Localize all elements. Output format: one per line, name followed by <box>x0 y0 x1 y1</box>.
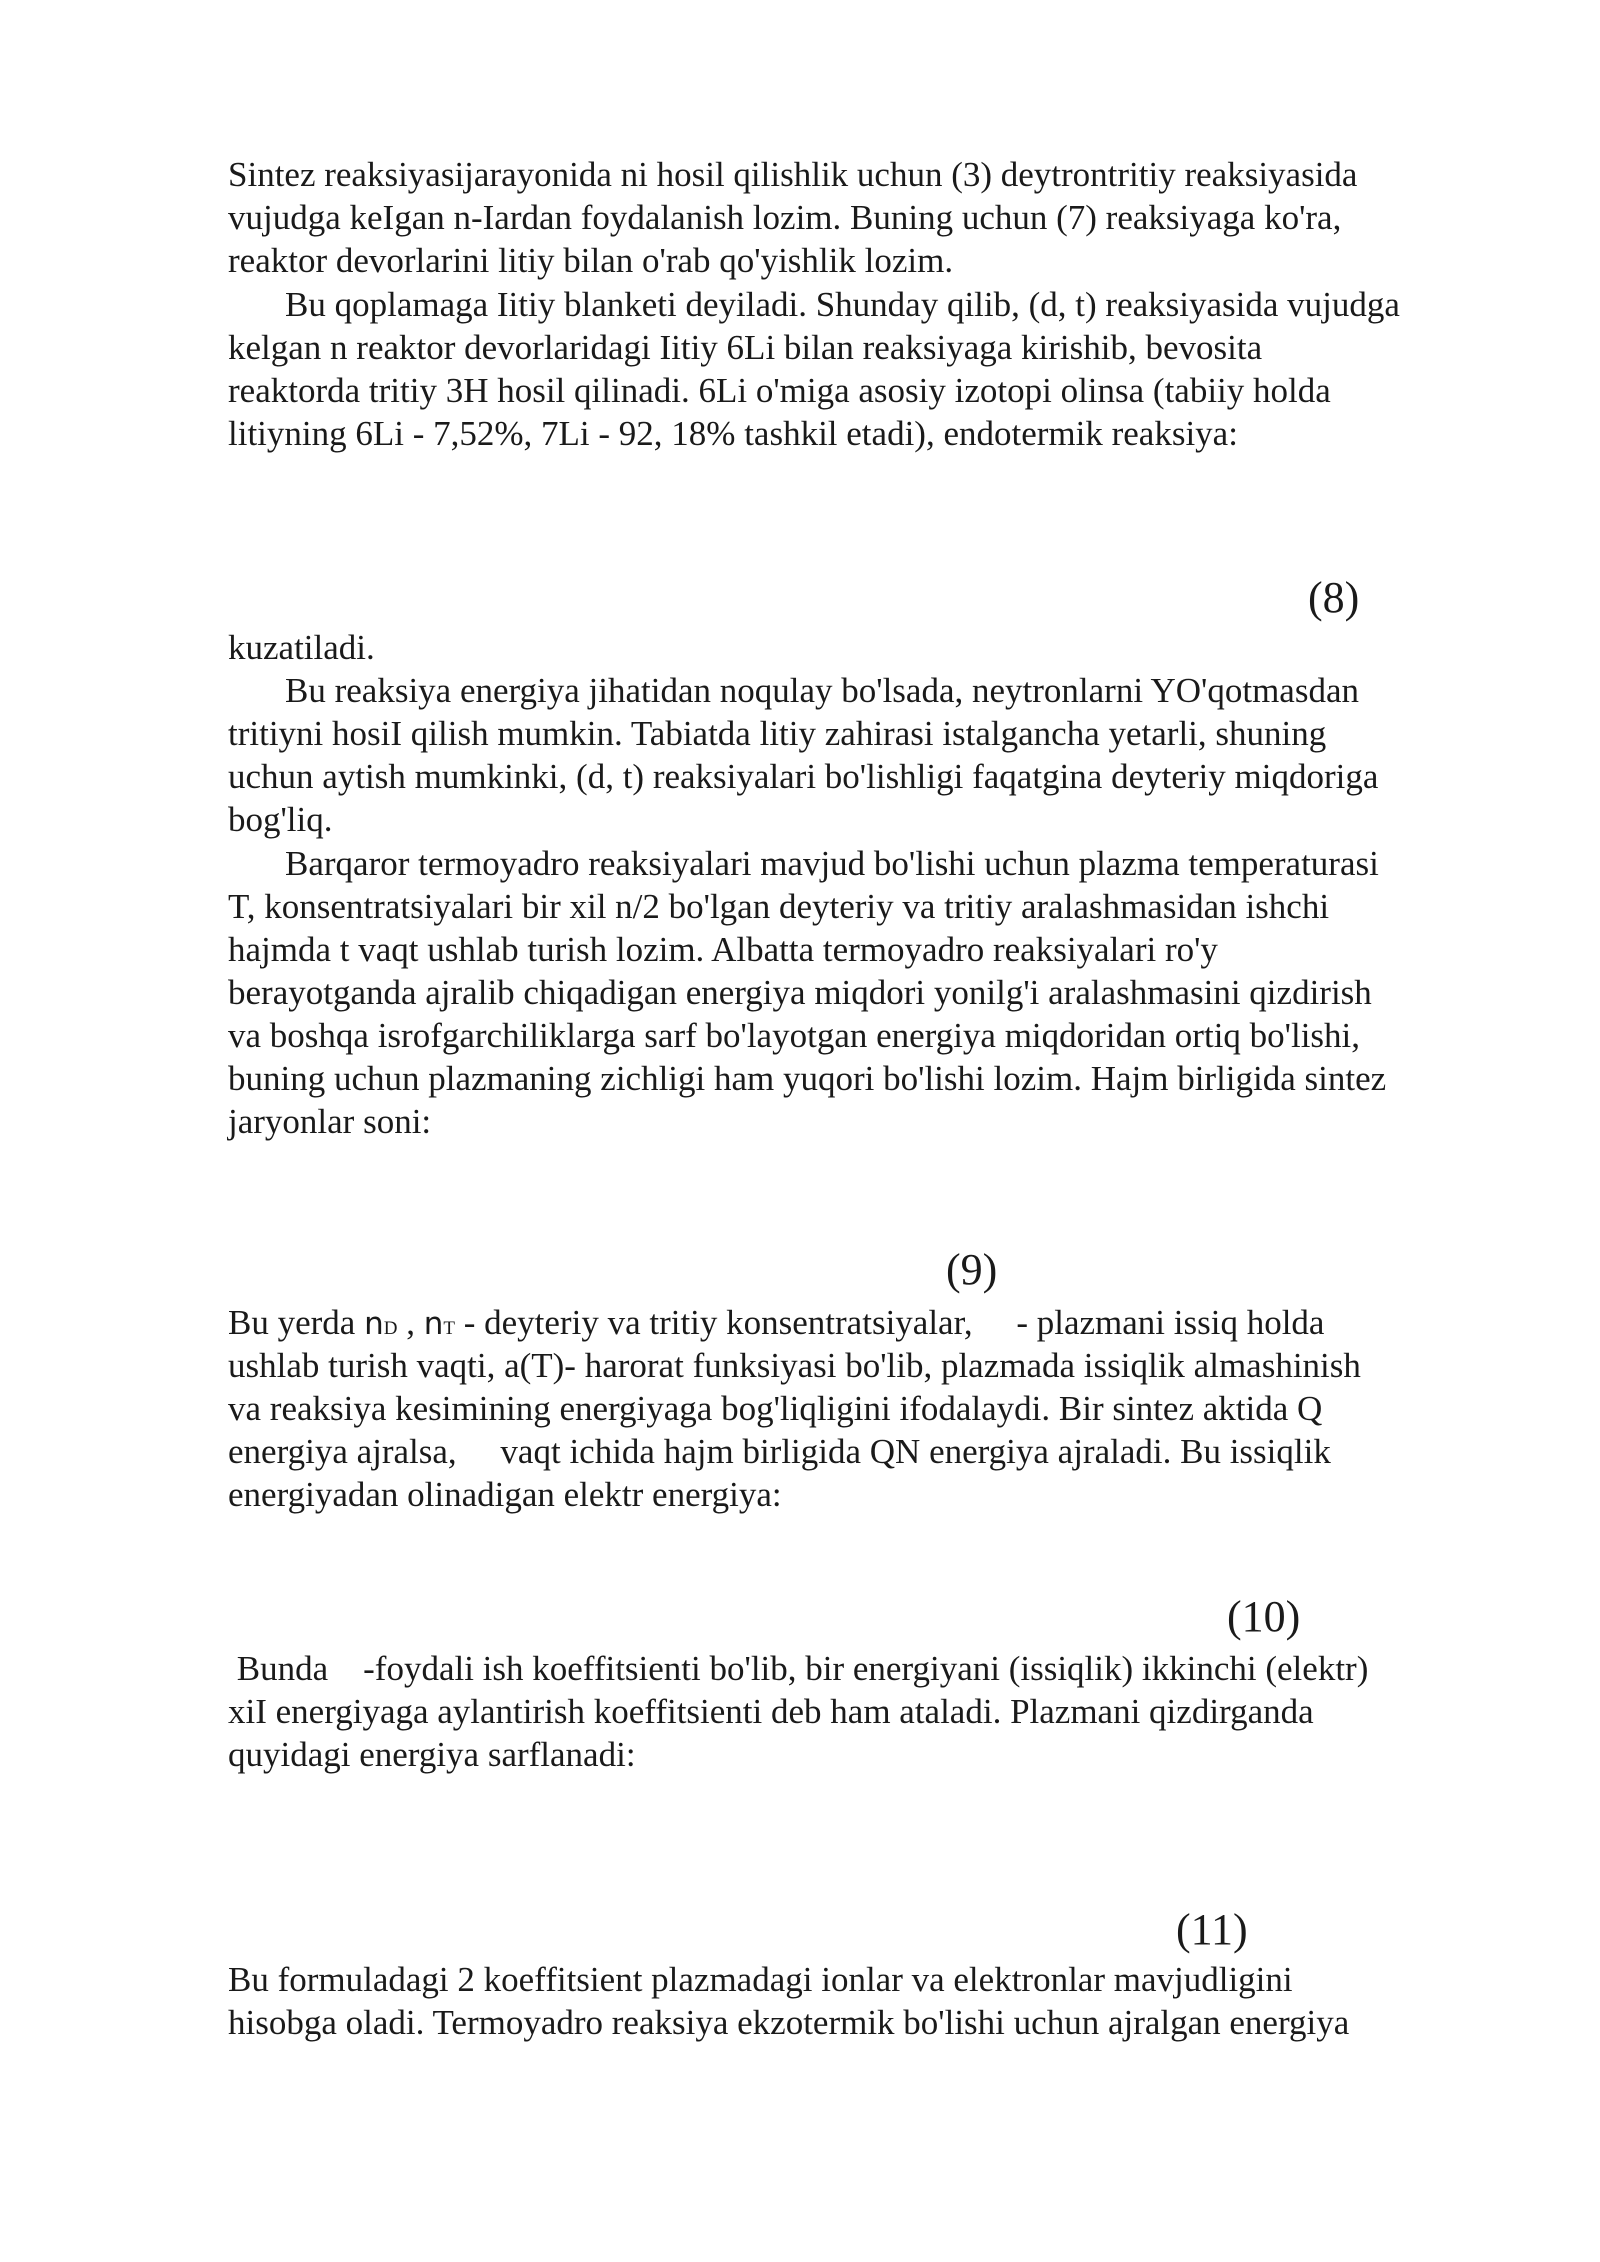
equation-number-9: (9) <box>946 1245 998 1294</box>
text-line: Barqaror termoyadro reaksiyalari mavjud bo'lishi uchun plazma temperaturasi <box>285 844 1379 883</box>
text-line: quyidagi energiya sarflanadi: <box>228 1735 636 1774</box>
text-line: hisobga oladi. Termoyadro reaksiya ekzotermik bo'lishi uchun ajralgan energiya <box>228 2003 1350 2042</box>
equation-number-10: (10) <box>1227 1592 1301 1641</box>
text-line: energiyadan olinadigan elektr energiya: <box>228 1475 782 1514</box>
subscript-d: D <box>383 1318 398 1339</box>
text-fragment: , <box>397 1303 424 1342</box>
equation-number-11: (11) <box>1176 1905 1248 1954</box>
text-line: Bu formuladagi 2 koeffitsient plazmadagi ionlar va elektronlar mavjudligini <box>228 1960 1293 1999</box>
symbol-n-d: n <box>364 1306 384 1342</box>
text-line: ushlab turish vaqti, a(T)- harorat funksiyasi bo'lib, plazmada issiqlik almashinish <box>228 1346 1361 1385</box>
symbol-n-t: n <box>423 1306 444 1342</box>
text-line: kuzatiladi. <box>228 628 375 667</box>
text-line: T, konsentratsiyalari bir xil n/2 bo'lgan deyteriy va tritiy aralashmasidan ishchi <box>228 887 1330 926</box>
text-line: berayotganda ajralib chiqadigan energiya miqdori yonilg'i aralashmasini qizdirish <box>228 973 1372 1012</box>
text-line: va reaksiya kesimining energiyaga bog'liqligini ifodalaydi. Bir sintez aktida Q <box>228 1389 1323 1428</box>
text-line: reaktor devorlarini litiy bilan o'rab qo'yishlik lozim. <box>228 241 954 280</box>
text-line: jaryonlar soni: <box>228 1102 432 1141</box>
equation-number-8: (8) <box>1308 573 1360 622</box>
text-line: tritiyni hosiI qilish mumkin. Tabiatda litiy zahirasi istalgancha yetarli, shuning <box>228 714 1327 753</box>
text-fragment: Bu yerda <box>228 1303 365 1342</box>
text-line: litiyning 6Li - 7,52%, 7Li - 92, 18% tashkil etadi), endotermik reaksiya: <box>228 414 1238 453</box>
text-line <box>228 1301 1324 1350</box>
text-line: bog'liq. <box>228 800 333 839</box>
text-line: buning uchun plazmaning zichligi ham yuqori bo'lishi lozim. Hajm birligida sintez <box>228 1059 1387 1098</box>
text-line: Bu qoplamaga Iitiy blanketi deyiladi. Shunday qilib, (d, t) reaksiyasida vujudga <box>285 285 1400 324</box>
text-line: Sintez reaksiyasijarayonida ni hosil qilishlik uchun (3) deytrontritiy reaksiyasida <box>228 155 1358 194</box>
text-line: xiI energiyaga aylantirish koeffitsienti deb ham ataladi. Plazmani qizdirganda <box>228 1692 1314 1731</box>
text-line: va boshqa isrofgarchiliklarga sarf bo'layotgan energiya miqdoridan ortiq bo'lishi, <box>228 1016 1361 1055</box>
subscript-t: T <box>443 1318 455 1339</box>
text-line: energiya ajralsa, vaqt ichida hajm birligida QN energiya ajraladi. Bu issiqlik <box>228 1432 1331 1471</box>
text-line: uchun aytish mumkinki, (d, t) reaksiyalari bo'lishligi faqatgina deyteriy miqdoriga <box>228 757 1379 796</box>
text-fragment: - deyteriy va tritiy konsentratsiyalar, - plazmani issiq holda <box>454 1303 1325 1342</box>
text-line: reaktorda tritiy 3H hosil qilinadi. 6Li o'miga asosiy izotopi olinsa (tabiiy holda <box>228 371 1331 410</box>
text-line: vujudga keIgan n-Iardan foydalanish lozim. Buning uchun (7) reaksiyaga ko'ra, <box>228 198 1342 237</box>
text-line: hajmda t vaqt ushlab turish lozim. Albatta termoyadro reaksiyalari ro'y <box>228 930 1218 969</box>
text-line: Bu reaksiya energiya jihatidan noqulay bo'lsada, neytronlarni YO'qotmasdan <box>285 671 1359 710</box>
text-line: Bunda -foydali ish koeffitsienti bo'lib, bir energiyani (issiqlik) ikkinchi (elektr) <box>228 1649 1369 1688</box>
text-line: kelgan n reaktor devorlaridagi Iitiy 6Li bilan reaksiyaga kirishib, bevosita <box>228 328 1263 367</box>
